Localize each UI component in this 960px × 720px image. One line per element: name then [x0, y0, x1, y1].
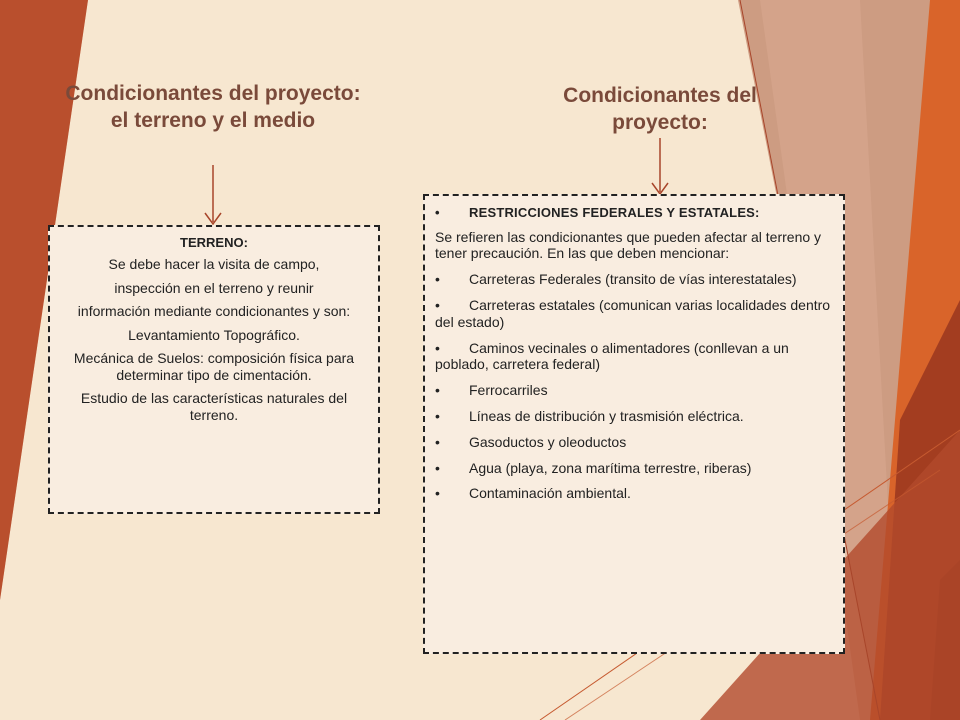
right-panel-title: Condicionantes del proyecto: [563, 84, 757, 135]
terreno-paragraph: Levantamiento Topográfico. [128, 326, 300, 343]
left-panel-title: Condicionantes del proyecto: el terreno y el medio [65, 82, 361, 133]
bullet-symbol: • [435, 485, 440, 502]
terreno-heading: TERRENO: [180, 235, 248, 250]
bullet-symbol: • [435, 459, 440, 476]
restricciones-heading-text: RESTRICCIONES FEDERALES Y ESTATALES: [469, 205, 760, 220]
list-item-text: Ferrocarriles [469, 382, 548, 399]
list-item [435, 485, 833, 502]
restricciones-list [435, 271, 833, 502]
terreno-paragraph: inspección en el terreno y reunir [114, 279, 314, 296]
bullet-symbol: • [435, 433, 440, 450]
terreno-paragraph: Se debe hacer la visita de campo, [108, 256, 320, 273]
terreno-paragraph: información mediante condicionantes y son: [77, 303, 351, 320]
bullet-symbol: • [435, 339, 440, 356]
bullet-symbol: • [435, 382, 440, 399]
list-item [435, 408, 833, 425]
list-item-text: Carreteras estatales (comunican varias localidades dentro del estado) [435, 296, 831, 330]
restricciones-heading [435, 205, 833, 221]
list-item-text: Gasoductos y oleoductos [469, 433, 627, 450]
list-item-text: Agua (playa, zona marítima terrestre, riberas) [469, 459, 752, 476]
list-item-text: Carreteras Federales (transito de vías interestatales) [469, 271, 797, 288]
bullet-symbol: • [435, 205, 440, 220]
list-item [435, 460, 833, 477]
bullet-symbol: • [435, 296, 440, 313]
bullet-symbol: • [435, 271, 440, 288]
terreno-paragraph: Estudio de las características naturales del terreno. [80, 390, 348, 423]
list-item-text: Contaminación ambiental. [469, 485, 631, 502]
list-item [435, 382, 833, 399]
restricciones-intro: Se refieren las condicionantes que pueden afectar al terreno y tener precaución. En las que deben mencionar: [435, 228, 822, 262]
bullet-symbol: • [435, 407, 440, 424]
list-item-text: Caminos vecinales o alimentadores (conllevan a un poblado, carretera federal) [435, 339, 789, 373]
terreno-box [48, 225, 380, 514]
list-item-text: Líneas de distribución y trasmisión eléctrica. [469, 407, 744, 424]
restricciones-box [423, 194, 845, 654]
list-item [435, 434, 833, 451]
list-item [435, 340, 833, 374]
terreno-paragraph: Mecánica de Suelos: composición física para determinar tipo de cimentación. [73, 350, 355, 383]
list-item [435, 297, 833, 331]
list-item [435, 271, 833, 288]
